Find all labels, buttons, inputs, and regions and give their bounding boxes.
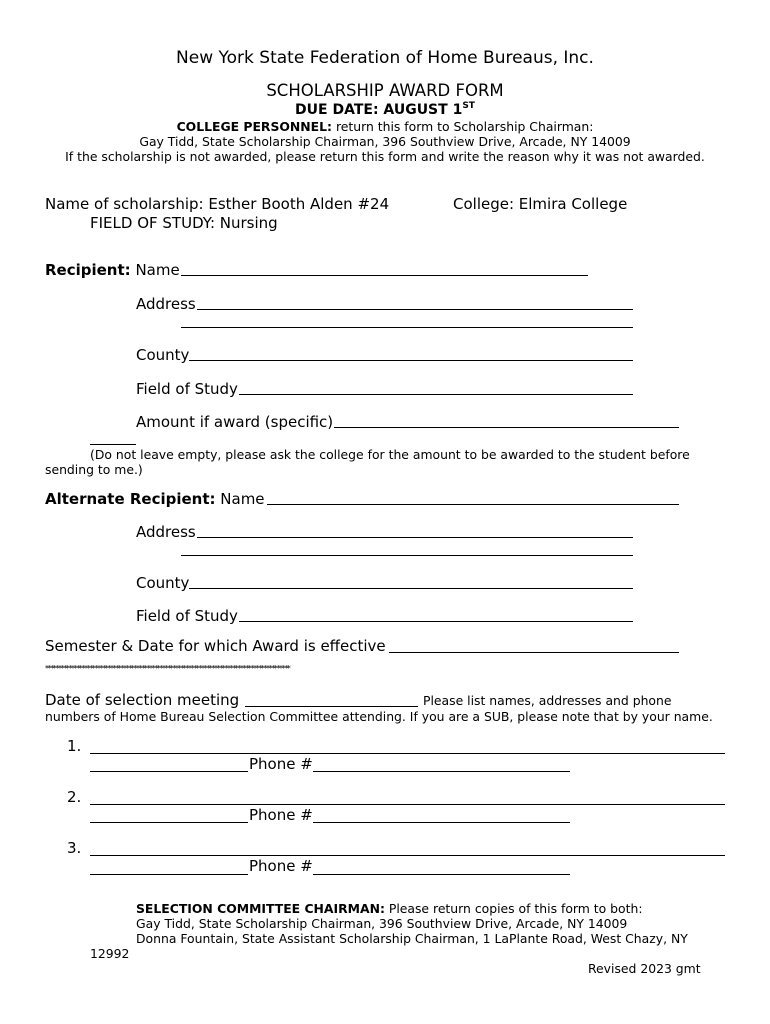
- member-2-address-field[interactable]: [90, 822, 248, 823]
- semester-field[interactable]: [389, 652, 679, 653]
- college-name: College: Elmira College: [453, 195, 628, 213]
- chairman-text: Please return copies of this form to both:: [384, 901, 643, 916]
- chairman-label: SELECTION COMMITTEE CHAIRMAN:: [136, 901, 385, 916]
- member-2-number: 2.: [67, 788, 82, 806]
- alternate-address-field-1[interactable]: [197, 537, 633, 538]
- amount-note-line2: sending to me.): [45, 462, 143, 477]
- alternate-address-field-2[interactable]: [181, 555, 633, 556]
- org-title: New York State Federation of Home Bureaus, Inc.: [176, 48, 594, 68]
- scholarship-name: Name of scholarship: Esther Booth Alden #24: [45, 195, 390, 213]
- alternate-county-field[interactable]: [189, 588, 633, 589]
- member-2-phone-label: Phone #: [249, 806, 313, 824]
- recipient-name-field[interactable]: [181, 275, 588, 276]
- chairman-address: Gay Tidd, State Scholarship Chairman, 396 Southview Drive, Arcade, NY 14009: [139, 134, 631, 149]
- recipient-county-label: County: [136, 346, 190, 364]
- recipient-label: Recipient:: [45, 261, 131, 279]
- list-note-line2: numbers of Home Bureau Selection Committee attending. If you are a SUB, please note that by your name.: [45, 709, 713, 724]
- personnel-text: return this form to Scholarship Chairman:: [332, 119, 594, 134]
- alternate-field-label: Field of Study: [136, 607, 238, 625]
- alternate-address-label: Address: [136, 523, 196, 541]
- member-1-number: 1.: [67, 737, 82, 755]
- alternate-name-text: Name: [215, 490, 265, 508]
- revised-note: Revised 2023 gmt: [588, 961, 701, 976]
- form-title: SCHOLARSHIP AWARD FORM: [266, 81, 504, 100]
- footer-address-2-cont: 12992: [90, 946, 130, 961]
- due-date-sup: ST: [462, 101, 475, 111]
- member-3-phone-label: Phone #: [249, 857, 313, 875]
- semester-label: Semester & Date for which Award is effective: [45, 637, 386, 655]
- recipient-county-field[interactable]: [189, 360, 633, 361]
- member-1-phone-label: Phone #: [249, 755, 313, 773]
- alternate-label: Alternate Recipient:: [45, 490, 216, 508]
- alternate-name-field[interactable]: [267, 504, 679, 505]
- recipient-address-field-1[interactable]: [197, 309, 633, 310]
- recipient-field-label: Field of Study: [136, 380, 238, 398]
- member-1-name-field[interactable]: [90, 753, 725, 754]
- recipient-field-field[interactable]: [239, 394, 633, 395]
- field-of-study: FIELD OF STUDY: Nursing: [90, 214, 278, 232]
- member-3-name-field[interactable]: [90, 855, 725, 856]
- member-2-name-field[interactable]: [90, 804, 725, 805]
- alternate-field-field[interactable]: [239, 621, 633, 622]
- member-1-phone-field[interactable]: [313, 771, 570, 772]
- recipient-amount-field-cont[interactable]: [90, 444, 136, 445]
- recipient-name-text: Name: [130, 261, 180, 279]
- amount-note-line1: (Do not leave empty, please ask the college for the amount to be awarded to the student before: [90, 447, 690, 462]
- member-1-address-field[interactable]: [90, 771, 248, 772]
- member-3-address-field[interactable]: [90, 874, 248, 875]
- due-date: [0, 101, 770, 118]
- separator-stars: **********************************************************************************************: [45, 664, 290, 673]
- recipient-amount-label: Amount if award (specific): [136, 413, 334, 431]
- footer-address-1: Gay Tidd, State Scholarship Chairman, 396 Southview Drive, Arcade, NY 14009: [136, 916, 628, 931]
- recipient-name-label: [45, 261, 180, 279]
- meeting-date-field[interactable]: [245, 706, 418, 707]
- recipient-address-field-2[interactable]: [181, 327, 633, 328]
- alternate-name-label: [45, 490, 265, 508]
- recipient-amount-field[interactable]: [334, 427, 679, 428]
- footer-address-2: Donna Fountain, State Assistant Scholarship Chairman, 1 LaPlante Road, West Chazy, NY: [136, 931, 688, 946]
- recipient-address-label: Address: [136, 295, 196, 313]
- member-3-phone-field[interactable]: [313, 874, 570, 875]
- member-3-number: 3.: [67, 839, 82, 857]
- list-note-line1: Please list names, addresses and phone: [423, 693, 672, 708]
- chairman-instruction: [136, 901, 643, 916]
- member-2-phone-field[interactable]: [313, 822, 570, 823]
- due-date-text: DUE DATE: AUGUST 1: [295, 102, 463, 118]
- not-awarded-note: If the scholarship is not awarded, please return this form and write the reason why it was not awarded.: [65, 149, 705, 164]
- meeting-date-label: Date of selection meeting: [45, 691, 240, 709]
- personnel-label: COLLEGE PERSONNEL:: [176, 119, 332, 134]
- personnel-instruction: [0, 119, 770, 134]
- alternate-county-label: County: [136, 574, 190, 592]
